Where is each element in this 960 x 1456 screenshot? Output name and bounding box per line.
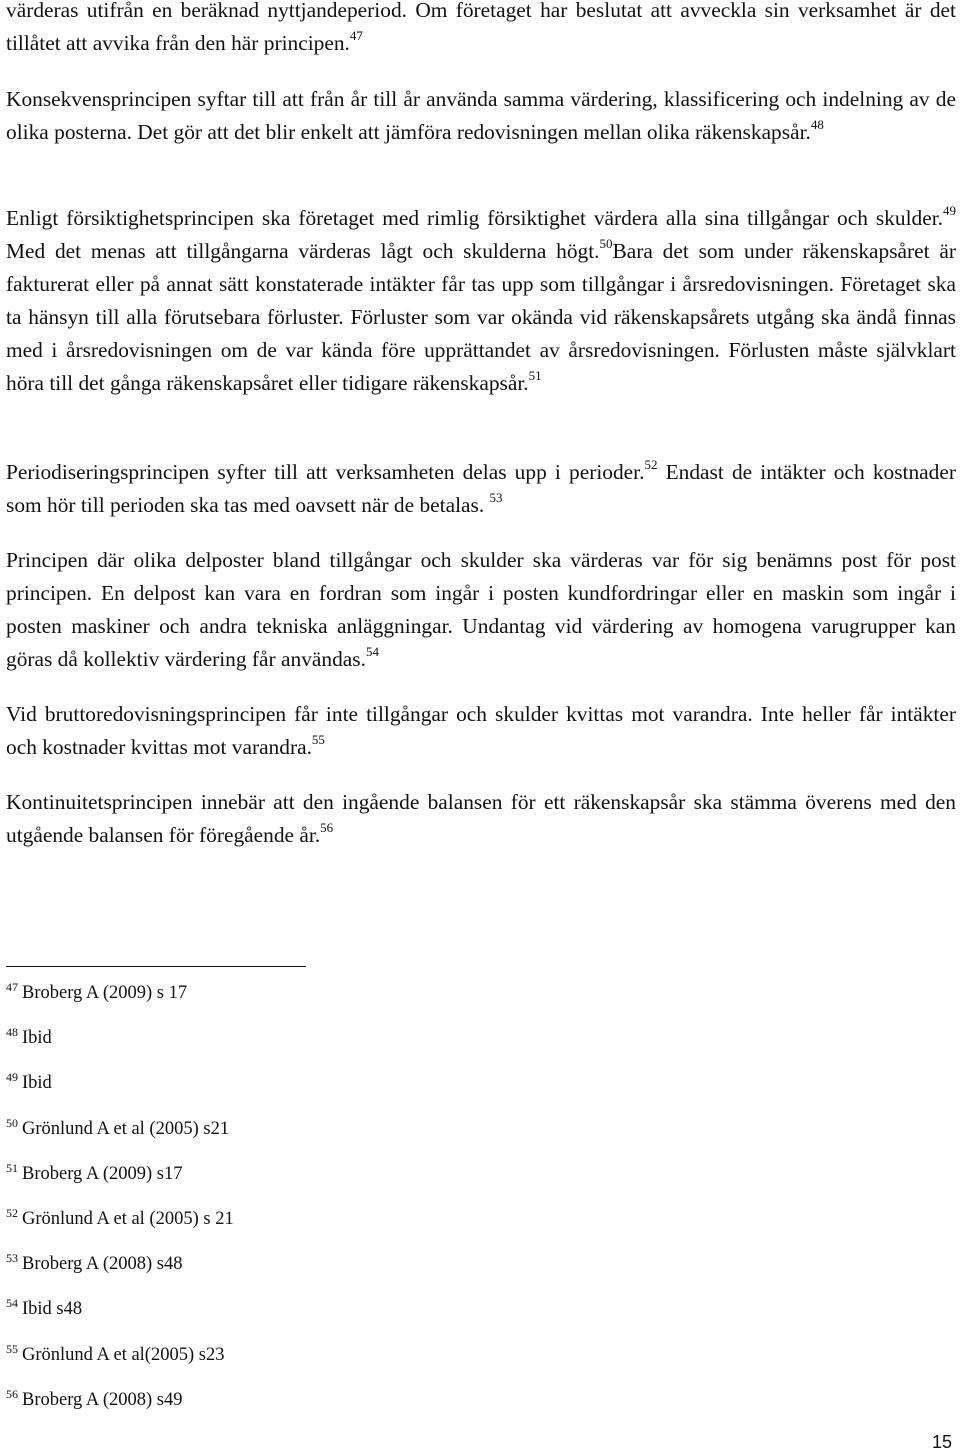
paragraph-prudence [6, 202, 956, 400]
paragraph-gross-reporting [6, 698, 956, 764]
footnote-number: 47 [6, 979, 18, 994]
paragraph-text: Konsekvensprincipen syftar till att från år till år använda samma värdering, klassificering och indelning av de olika posterna. Det gör att det blir enkelt att jämföra redovisningen mellan olika räkenskapsår. [6, 87, 956, 144]
footnote-number: 53 [6, 1250, 18, 1265]
footnote-number: 54 [6, 1295, 18, 1310]
footnote-item [6, 1341, 225, 1366]
footnote-item [6, 1069, 52, 1094]
footnote-text: Ibid [22, 1073, 52, 1093]
footnote-ref[interactable]: 50 [599, 235, 613, 251]
paragraph-valuation [6, 0, 956, 60]
footnote-number: 49 [6, 1069, 18, 1084]
footnote-text: Grönlund A et al (2005) s 21 [22, 1209, 234, 1229]
document-page [6, 0, 956, 1456]
footnote-number: 50 [6, 1115, 18, 1130]
footnote-text: Grönlund A et al(2005) s23 [22, 1345, 225, 1365]
paragraph-text: Vid bruttoredovisningsprincipen får inte tillgångar och skulder kvittas mot varandra. Inte heller får intäkter och kostnader kvittas mot varandra. [6, 702, 956, 759]
footnote-item [6, 1295, 83, 1320]
footnote-item [6, 1160, 183, 1185]
paragraph-accrual [6, 456, 956, 522]
footnote-ref[interactable]: 49 [943, 202, 956, 218]
footnote-text: Ibid s48 [22, 1299, 83, 1319]
paragraph-text: Bara det som under räkenskapsåret är fakturerat eller på annat sätt konstaterade intäkter får tas upp som tillgångar i årsredovisningen. Företaget ska ta hänsyn till alla förutsebara förluster. Förluster som var okända vid räkenskapsårets utgång ska ändå finnas med i årsredovisningen om de var kända före upprättandet av årsredovisningen. Förlusten måste självklart höra till det gånga räkenskapsåret eller tidigare räkenskapsår. [6, 239, 956, 395]
footnote-text: Broberg A (2009) s 17 [22, 983, 188, 1003]
footnote-item [6, 979, 188, 1004]
paragraph-item-by-item [6, 544, 956, 676]
footnote-item [6, 1115, 230, 1140]
footnote-ref[interactable]: 55 [311, 731, 325, 747]
paragraph-continuity [6, 786, 956, 852]
footnote-number: 48 [6, 1024, 18, 1039]
paragraph-text: Principen där olika delposter bland tillgångar och skulder ska värderas var för sig benämns post för post principen. En delpost kan vara en fordran som ingår i posten kundfordringar eller en maskin som ingår i posten maskiner och andra tekniska anläggningar. Undantag vid värdering av homogena varugrupper kan göras då kollektiv värdering får användas. [6, 548, 956, 671]
footnote-number: 51 [6, 1160, 18, 1175]
paragraph-text: Periodiseringsprincipen syfter till att verksamheten delas upp i perioder. [6, 460, 645, 484]
footnote-ref[interactable]: 47 [349, 27, 363, 43]
footnote-item [6, 1205, 234, 1230]
footnote-ref[interactable]: 56 [320, 819, 334, 835]
paragraph-text: Med det menas att tillgångarna värderas lågt och skulderna högt. [6, 239, 600, 263]
page-number: 15 [931, 1432, 952, 1452]
paragraph-consistency [6, 83, 956, 149]
paragraph-text: Enligt försiktighetsprincipen ska företaget med rimlig försiktighet värdera alla sina tillgångar och skulder. [6, 206, 943, 230]
paragraph-text: värderas utifrån en beräknad nyttjandeperiod. Om företaget har beslutat att avveckla sin verksamhet är det tillåtet att avvika från den här principen. [6, 0, 956, 55]
footnote-item [6, 1250, 183, 1275]
footnote-text: Grönlund A et al (2005) s21 [22, 1119, 230, 1139]
paragraph-text: Endast de intäkter och kostnader som hör till perioden ska tas med oavsett när de betalas. [6, 460, 956, 517]
footnote-text: Broberg A (2008) s48 [22, 1254, 183, 1274]
footnote-item [6, 1024, 52, 1049]
footnote-text: Ibid [22, 1028, 52, 1048]
footnote-separator [6, 966, 306, 967]
footnote-number: 55 [6, 1341, 18, 1356]
footnote-item [6, 1386, 183, 1411]
footnote-ref[interactable]: 48 [810, 116, 824, 132]
paragraph-text: Kontinuitetsprincipen innebär att den ingående balansen för ett räkenskapsår ska stämma överens med den utgående balansen för föregående år. [6, 790, 956, 847]
footnote-number: 52 [6, 1205, 18, 1220]
footnote-ref[interactable]: 53 [489, 489, 503, 505]
footnote-ref[interactable]: 54 [365, 643, 379, 659]
footnote-text: Broberg A (2009) s17 [22, 1164, 183, 1184]
footnote-number: 56 [6, 1386, 18, 1401]
footnote-ref[interactable]: 51 [528, 367, 542, 383]
footnote-ref[interactable]: 52 [644, 456, 658, 472]
footnote-text: Broberg A (2008) s49 [22, 1390, 183, 1410]
